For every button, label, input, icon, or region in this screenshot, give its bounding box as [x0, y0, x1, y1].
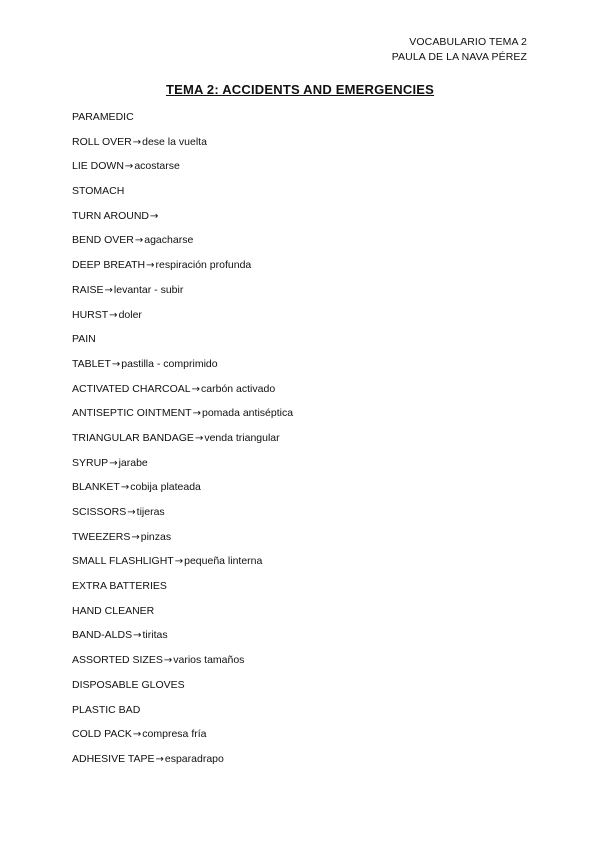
right-arrow-icon: → [133, 630, 142, 642]
vocab-term: HURST [72, 308, 109, 321]
vocab-item [72, 480, 293, 505]
vocab-translation: varios tamaños [173, 654, 245, 667]
vocab-term: ACTIVATED CHARCOAL [72, 382, 191, 395]
right-arrow-icon: → [150, 210, 159, 222]
vocab-term: ROLL OVER [72, 135, 132, 148]
right-arrow-icon: → [127, 507, 136, 518]
vocab-item [72, 752, 293, 777]
vocab-translation: pomada antiséptica [201, 407, 294, 420]
vocab-item [72, 184, 293, 209]
vocab-term: EXTRA BATTERIES [72, 580, 167, 593]
right-arrow-icon: → [111, 358, 121, 370]
vocab-translation: doler [118, 308, 142, 321]
document-header [392, 35, 527, 65]
right-arrow-icon: → [163, 655, 173, 667]
right-arrow-icon: → [109, 457, 118, 469]
vocab-term: TRIANGULAR BANDAGE [72, 431, 194, 444]
vocab-term: PARAMEDIC [72, 111, 134, 123]
vocab-item [72, 357, 293, 382]
vocab-translation: jarabe [118, 456, 148, 469]
vocab-term: BAND-ALDS [72, 629, 133, 642]
right-arrow-icon: → [191, 383, 201, 395]
vocab-term: SYRUP [72, 456, 109, 469]
vocab-item [72, 283, 293, 308]
right-arrow-icon: → [132, 729, 142, 741]
vocab-translation: tiritas [142, 629, 168, 642]
vocab-translation: compresa fría [142, 728, 207, 741]
right-arrow-icon: → [131, 531, 140, 543]
vocab-term: STOMACH [72, 185, 125, 198]
vocab-item [72, 308, 293, 333]
right-arrow-icon: → [120, 482, 130, 494]
vocab-translation: carbón activado [201, 382, 276, 395]
vocab-translation: pequeña linterna [184, 555, 263, 568]
vocab-term: LIE DOWN [72, 160, 124, 173]
vocab-term: ASSORTED SIZES [72, 654, 163, 667]
vocab-item [72, 505, 293, 530]
vocab-item [72, 135, 293, 160]
vocab-translation: tijeras [136, 506, 165, 518]
vocab-term: PLASTIC BAD [72, 703, 141, 716]
vocab-term: DEEP BREATH [72, 259, 146, 272]
vocab-translation: levantar - subir [113, 283, 184, 296]
vocab-term: RAISE [72, 283, 104, 296]
page-title: TEMA 2: ACCIDENTS AND EMERGENCIES [165, 82, 435, 97]
vocab-item [72, 382, 293, 407]
vocab-item [72, 406, 293, 431]
vocabulary-list [72, 110, 293, 777]
vocab-item [72, 233, 293, 258]
right-arrow-icon: → [192, 408, 201, 420]
vocab-item [72, 530, 293, 555]
vocab-term: ADHESIVE TAPE [72, 752, 155, 765]
right-arrow-icon: → [104, 284, 113, 296]
vocab-translation: pinzas [140, 530, 172, 543]
vocab-translation: pastilla - comprimido [121, 357, 218, 370]
right-arrow-icon: → [194, 432, 204, 444]
vocab-translation: dese la vuelta [142, 135, 207, 148]
vocab-term: TABLET [72, 357, 111, 370]
vocab-item [72, 209, 293, 234]
vocab-term: SCISSORS [72, 506, 127, 518]
right-arrow-icon: → [109, 309, 118, 321]
vocab-translation: agacharse [144, 234, 194, 247]
vocab-item [72, 604, 293, 629]
right-arrow-icon: → [124, 161, 134, 173]
vocab-item [72, 628, 293, 653]
vocab-term: BEND OVER [72, 234, 134, 247]
vocab-item [72, 579, 293, 604]
vocab-item [72, 431, 293, 456]
vocab-term: TWEEZERS [72, 530, 131, 543]
vocab-translation: venda triangular [204, 431, 280, 444]
vocab-item [72, 727, 293, 752]
vocab-item [72, 110, 293, 135]
vocab-item [72, 456, 293, 481]
header-subject: VOCABULARIO TEMA 2 [409, 36, 527, 48]
vocab-item [72, 554, 293, 579]
vocab-item [72, 678, 293, 703]
vocab-term: SMALL FLASHLIGHT [72, 555, 174, 568]
right-arrow-icon: → [146, 260, 155, 272]
vocab-item [72, 159, 293, 184]
vocab-translation: esparadrapo [164, 752, 224, 765]
vocab-term: ANTISEPTIC OINTMENT [72, 407, 192, 420]
vocab-term: HAND CLEANER [72, 604, 155, 617]
vocab-term: BLANKET [72, 481, 120, 494]
vocab-translation: cobija plateada [130, 481, 201, 494]
right-arrow-icon: → [134, 235, 144, 247]
right-arrow-icon: → [132, 136, 142, 148]
vocab-item [72, 703, 293, 728]
vocab-item [72, 258, 293, 283]
right-arrow-icon: → [155, 753, 164, 765]
vocab-translation: respiración profunda [155, 259, 252, 272]
vocab-term: TURN AROUND [72, 209, 150, 222]
right-arrow-icon: → [174, 556, 184, 568]
vocab-term: PAIN [72, 333, 96, 346]
vocab-item [72, 653, 293, 678]
vocab-item [72, 332, 293, 357]
header-author: PAULA DE LA NAVA PÉREZ [391, 51, 527, 63]
vocab-translation: acostarse [134, 160, 180, 173]
vocab-term: DISPOSABLE GLOVES [72, 678, 185, 691]
vocab-term: COLD PACK [72, 728, 132, 741]
